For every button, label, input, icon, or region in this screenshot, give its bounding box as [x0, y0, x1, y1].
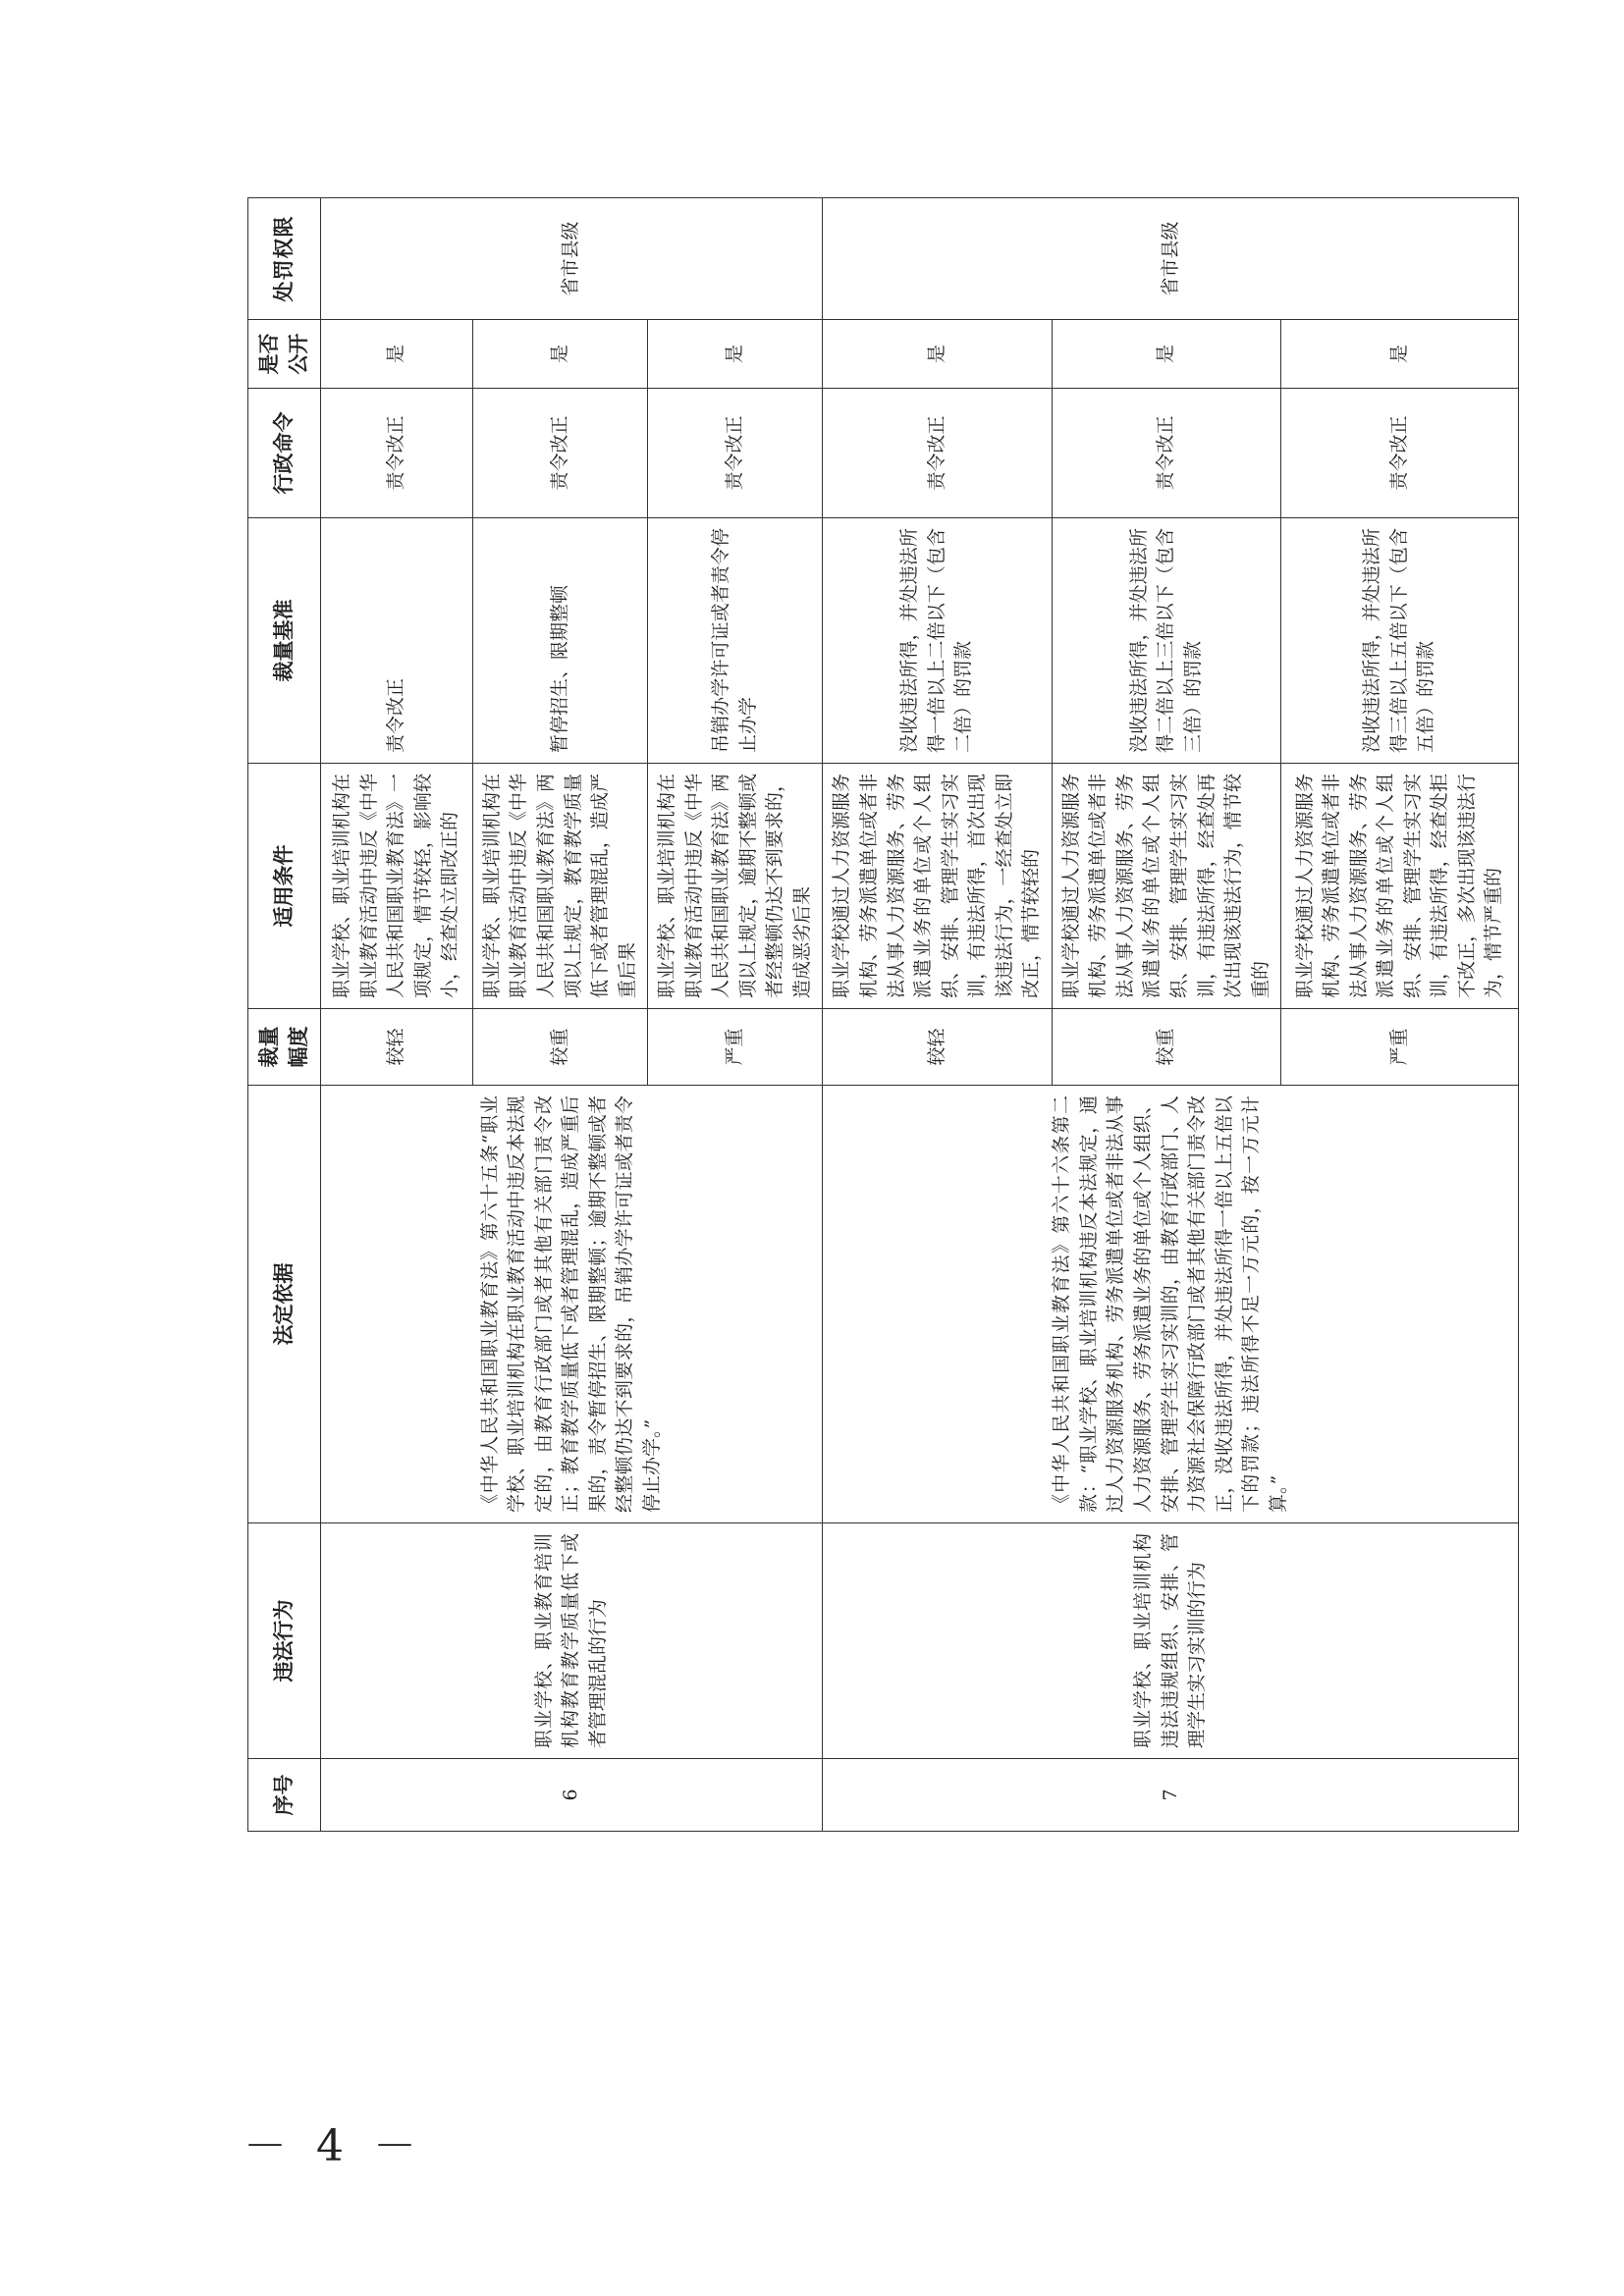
- entry-7-act: 职业学校、职业培训机构违法违规组织、安排、管理学生实习实训的行为: [823, 1523, 1519, 1759]
- page-number: － 4 －: [244, 2121, 424, 2171]
- entry-7-public-2: 是: [1052, 320, 1280, 389]
- entry-7-std-3: 没收违法所得，并处违法所得三倍以上五倍以下（包含五倍）的罚款: [1281, 518, 1519, 764]
- entry-6-order-2: 责令改正: [472, 389, 647, 518]
- entry-6-basis: 《中华人民共和国职业教育法》第六十五条“职业学校、职业培训机构在职业教育活动中违反本法规定的，由教育行政部门或者其他有关部门责令改正；教育教学质量低下或者管理混乱，造成严重后果的，责令暂停招生、限期整顿；逾期不整顿或者经整顿仍达不到要求的，吊销办学许可证或者责令停止办学。”: [320, 1086, 823, 1523]
- entry-6-cond-3: 职业学校、职业培训机构在职业教育活动中违反《中华人民共和国职业教育法》两项以上规定，逾期不整顿或者经整顿仍达不到要求的，造成恶劣后果: [648, 764, 823, 1009]
- header-std: 裁量基准: [248, 518, 321, 764]
- header-auth: 处罚权限: [248, 198, 321, 320]
- entry-7-range-2: 较重: [1052, 1009, 1280, 1086]
- header-basis: 法定依据: [248, 1086, 321, 1523]
- entry-6-range-2: 较重: [472, 1009, 647, 1086]
- entry-7-basis: 《中华人民共和国职业教育法》第六十六条第二款：“职业学校、职业培训机构违反本法规定，通过人力资源服务机构、劳务派遣单位或者非法从事人力资源服务、劳务派遣业务的单位或个人组织、安排、管理学生实习实训的，由教育行政部门、人力资源社会保障行政部门或者其他有关部门责令改正，没收违法所得，并处违法所得一倍以上五倍以下的罚款；违法所得不足一万元的，按一万元计算。”: [823, 1086, 1519, 1523]
- entry-7-cond-1: 职业学校通过人力资源服务机构、劳务派遣单位或者非法从事人力资源服务、劳务派遣业务的单位或个人组织、安排、管理学生实习实训，有违法所得，首次出现该违法行为，一经查处立即改正，情节较轻的: [823, 764, 1052, 1009]
- table-row: [320, 198, 472, 1832]
- header-range: 裁量幅度: [248, 1009, 321, 1086]
- entry-6-std-2: 暂停招生、限期整顿: [472, 518, 647, 764]
- table-row: [823, 198, 1052, 1832]
- entry-7-no: 7: [823, 1759, 1519, 1832]
- header-act: 违法行为: [248, 1523, 321, 1759]
- header-no: 序号: [248, 1759, 321, 1832]
- entry-7-public-1: 是: [823, 320, 1052, 389]
- entry-7-std-2: 没收违法所得，并处违法所得二倍以上三倍以下（包含三倍）的罚款: [1052, 518, 1280, 764]
- entry-6-no: 6: [320, 1759, 823, 1832]
- entry-6-std-3: 吊销办学许可证或者责令停止办学: [648, 518, 823, 764]
- header-cond: 适用条件: [248, 764, 321, 1009]
- entry-6-std-1: 责令改正: [320, 518, 472, 764]
- entry-7-auth: 省市县级: [823, 198, 1519, 320]
- entry-6-public-1: 是: [320, 320, 472, 389]
- entry-7-order-3: 责令改正: [1281, 389, 1519, 518]
- entry-6-cond-2: 职业学校、职业培训机构在职业教育活动中违反《中华人民共和国职业教育法》两项以上规定，教育教学质量低下或者管理混乱，造成严重后果: [472, 764, 647, 1009]
- penalty-discretion-table: [247, 197, 1519, 1832]
- header-public: 是否公开: [248, 320, 321, 389]
- rotated-table-container: [247, 198, 1505, 1832]
- entry-7-order-1: 责令改正: [823, 389, 1052, 518]
- entry-7-order-2: 责令改正: [1052, 389, 1280, 518]
- entry-6-range-1: 较轻: [320, 1009, 472, 1086]
- entry-7-range-1: 较轻: [823, 1009, 1052, 1086]
- header-order: 行政命令: [248, 389, 321, 518]
- entry-6-act: 职业学校、职业教育培训机构教育教学质量低下或者管理混乱的行为: [320, 1523, 823, 1759]
- entry-6-order-1: 责令改正: [320, 389, 472, 518]
- entry-6-order-3: 责令改正: [648, 389, 823, 518]
- entry-7-cond-3: 职业学校通过人力资源服务机构、劳务派遣单位或者非法从事人力资源服务、劳务派遣业务的单位或个人组织、安排、管理学生实习实训，有违法所得，经查处拒不改正，多次出现该违法行为，情节严重的: [1281, 764, 1519, 1009]
- entry-7-cond-2: 职业学校通过人力资源服务机构、劳务派遣单位或者非法从事人力资源服务、劳务派遣业务的单位或个人组织、安排、管理学生实习实训，有违法所得，经查处再次出现该违法行为，情节较重的: [1052, 764, 1280, 1009]
- entry-7-range-3: 严重: [1281, 1009, 1519, 1086]
- table-header-row: [248, 198, 321, 1832]
- entry-6-cond-1: 职业学校、职业培训机构在职业教育活动中违反《中华人民共和国职业教育法》一项规定，情节较轻，影响较小，经查处立即改正的: [320, 764, 472, 1009]
- entry-6-public-3: 是: [648, 320, 823, 389]
- entry-7-public-3: 是: [1281, 320, 1519, 389]
- entry-6-public-2: 是: [472, 320, 647, 389]
- entry-6-auth: 省市县级: [320, 198, 823, 320]
- entry-6-range-3: 严重: [648, 1009, 823, 1086]
- entry-7-std-1: 没收违法所得，并处违法所得一倍以上二倍以下（包含二倍）的罚款: [823, 518, 1052, 764]
